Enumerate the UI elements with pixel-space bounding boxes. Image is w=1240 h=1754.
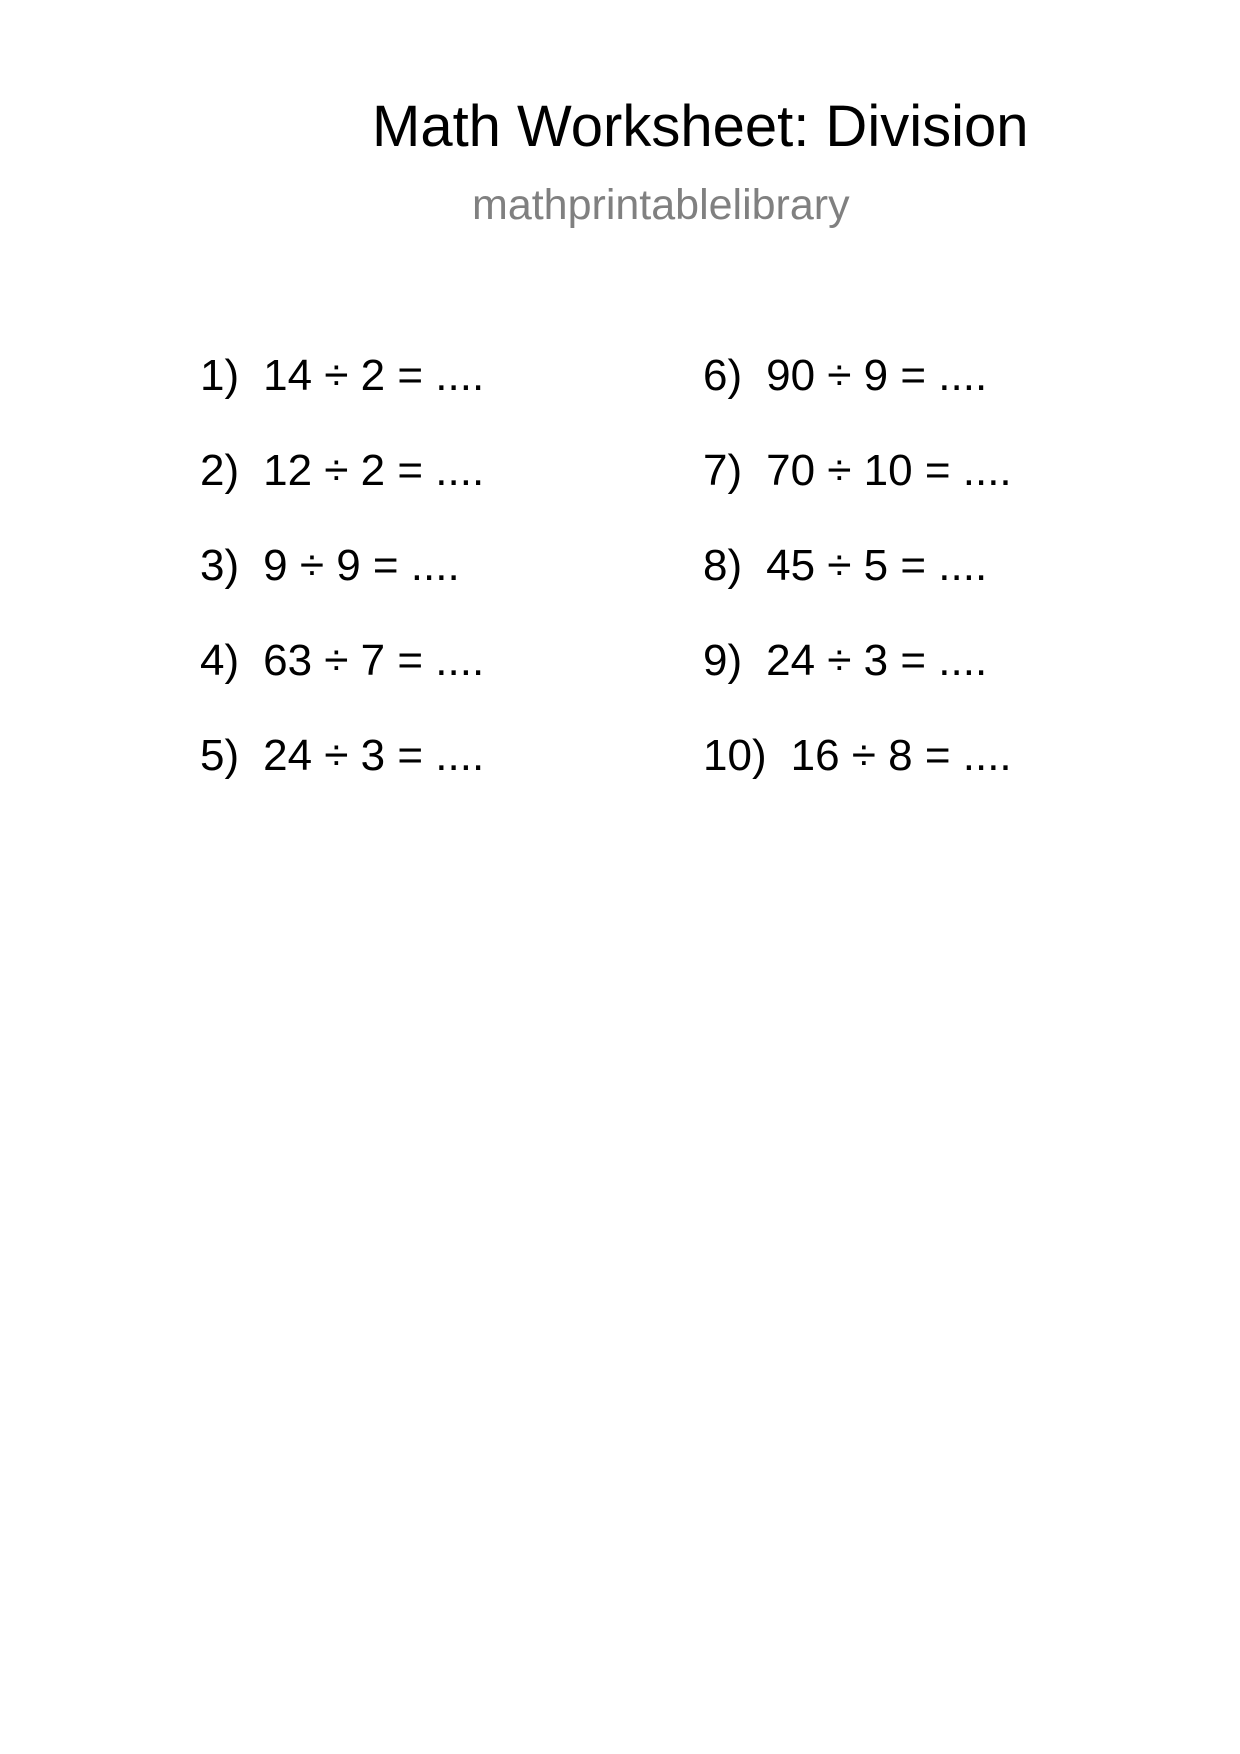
problem-item [200,541,484,639]
problem-expression: 24 ÷ 3 = .... [766,636,988,685]
problem-number: 4) [200,636,240,685]
problem-number: 6) [703,351,743,400]
problem-expression: 90 ÷ 9 = .... [766,351,988,400]
problem-number: 8) [703,541,743,590]
problem-number: 7) [703,446,743,495]
problem-column-left [200,351,485,829]
problem-item [200,351,485,449]
problem-expression: 12 ÷ 2 = .... [263,446,485,495]
problem-expression: 16 ÷ 8 = .... [790,731,1012,780]
problem-expression: 24 ÷ 3 = .... [263,731,485,780]
problem-number: 10) [703,731,767,780]
problem-item [703,351,1012,449]
problem-item [200,636,485,734]
page-title: Math Worksheet: Division [372,94,1029,159]
problem-item [200,731,485,829]
problem-expression: 70 ÷ 10 = .... [766,446,1012,495]
problem-number: 3) [200,541,240,590]
problem-number: 5) [200,731,240,780]
problem-column-right [703,351,1012,829]
problem-number: 2) [200,446,240,495]
problem-number: 9) [703,636,743,685]
problem-item [703,541,1012,639]
problem-item [703,731,1012,829]
problem-expression: 14 ÷ 2 = .... [263,351,485,400]
problem-expression: 63 ÷ 7 = .... [263,636,485,685]
problem-item [703,636,1012,734]
problem-number: 1) [200,351,240,400]
page-subtitle: mathprintablelibrary [472,181,850,229]
problem-expression: 9 ÷ 9 = .... [263,541,460,590]
problem-item [200,446,485,544]
problem-expression: 45 ÷ 5 = .... [766,541,988,590]
problem-item [703,446,1012,544]
